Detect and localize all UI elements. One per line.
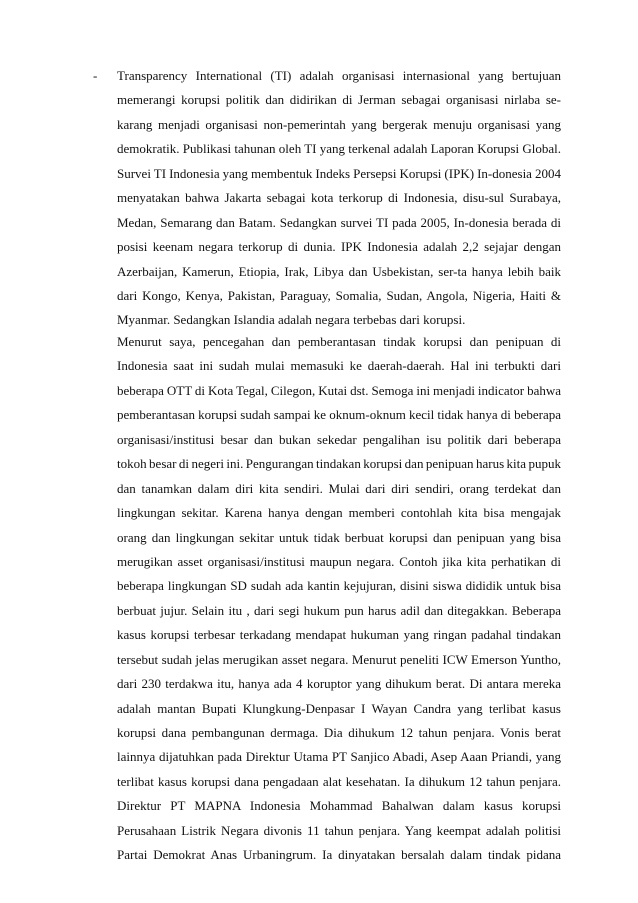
paragraph-opinion <box>117 330 561 868</box>
text-line: adalah mantan Bupati Klungkung-Denpasar I Wayan Candra yang terlibat kasus <box>117 700 561 716</box>
text-line: Indonesia saat ini sudah mulai memasuki ke daerah-daerah. Hal ini terbukti dari <box>117 358 561 374</box>
text-line: berbuat jujur. Selain itu , dari segi hukum pun harus adil dan ditegakkan. Beberapa <box>117 602 561 618</box>
text-line: Survei TI Indonesia yang membentuk Indeks Persepsi Korupsi (IPK) In-donesia 2004 <box>117 165 561 181</box>
text-line: Transparency International (TI) adalah organisasi internasional yang bertujuan <box>117 68 561 83</box>
text-line: demokratik. Publikasi tahunan oleh TI yang terkenal adalah Laporan Korupsi Global. <box>117 141 561 157</box>
bullet-marker: - <box>93 68 98 83</box>
text-line: dan tanamkan dalam diri kita sendiri. Mulai dari diri sendiri, orang terdekat dan <box>117 480 561 496</box>
text-line: Azerbaijan, Kamerun, Etiopia, Irak, Libya dan Usbekistan, ser-ta hanya lebih baik <box>117 263 561 279</box>
text-line: Myanmar. Sedangkan Islandia adalah negara terbebas dari korupsi. <box>117 312 466 328</box>
text-line: memerangi korupsi politik dan didirikan di Jerman sebagai organisasi nirlaba se- <box>117 92 561 108</box>
text-line: organisasi/institusi besar dan bukan sekedar pengalihan isu politik dari beberapa <box>117 431 561 447</box>
text-line: lingkungan sekitar. Karena hanya dengan memberi contohlah kita bisa mengajak <box>117 505 561 521</box>
text-line: karang menjadi organisasi non-pemerintah yang bergerak menuju organisasi yang <box>117 116 561 132</box>
text-line: Direktur PT MAPNA Indonesia Mohammad Bahalwan dalam kasus korupsi <box>117 798 561 814</box>
text-line: merugikan asset organisasi/institusi maupun negara. Contoh jika kita perhatikan di <box>117 553 561 569</box>
text-line: menyatakan bahwa Jakarta sebagai kota terkorup di Indonesia, disu-sul Surabaya, <box>117 190 561 206</box>
text-line: Medan, Semarang dan Batam. Sedangkan survei TI pada 2005, In-donesia berada di <box>117 214 561 230</box>
paragraph-ti <box>117 64 561 333</box>
text-line: tokoh besar di negeri ini. Pengurangan tindakan korupsi dan penipuan harus kita pupuk <box>117 456 561 472</box>
text-line: beberapa OTT di Kota Tegal, Cilegon, Kutai dst. Semoga ini menjadi indicator bahwa <box>117 382 561 398</box>
text-line: dari Kongo, Kenya, Pakistan, Paraguay, Somalia, Sudan, Angola, Nigeria, Haiti & <box>117 287 561 303</box>
text-line: posisi keenam negara terkorup di dunia. IPK Indonesia adalah 2,2 sejajar dengan <box>117 239 561 255</box>
text-line: Menurut saya, pencegahan dan pemberantasan tindak korupsi dan penipuan di <box>117 334 561 349</box>
text-line: Partai Demokrat Anas Urbaningrum. Ia dinyatakan bersalah dalam tindak pidana <box>117 847 561 863</box>
text-line: tersebut sudah jelas merugikan asset negara. Menurut peneliti ICW Emerson Yuntho, <box>117 651 561 667</box>
text-line: orang dan lingkungan sekitar untuk tidak berbuat korupsi dan penipuan yang bisa <box>117 529 561 545</box>
text-line: pemberantasan korupsi sudah sampai ke oknum-oknum kecil tidak hanya di beberapa <box>117 407 561 423</box>
text-line: dari 230 terdakwa itu, hanya ada 4 koruptor yang dihukum berat. Di antara mereka <box>117 676 561 692</box>
text-line: kasus korupsi terbesar terkadang mendapat hukuman yang ringan padahal tindakan <box>117 627 561 643</box>
text-line: korupsi dana pembangunan dermaga. Dia dihukum 12 tahun penjara. Vonis berat <box>117 725 561 740</box>
text-line: terlibat kasus korupsi dana pengadaan alat kesehatan. Ia dihukum 12 tahun penjara. <box>117 773 561 789</box>
text-line: lainnya dijatuhkan pada Direktur Utama PT Sanjico Abadi, Asep Aaan Priandi, yang <box>117 749 561 765</box>
text-line: beberapa lingkungan SD sudah ada kantin kejujuran, disini siswa dididik untuk bisa <box>117 578 561 594</box>
text-line: Perusahaan Listrik Negara divonis 11 tahun penjara. Yang keempat adalah politisi <box>117 822 561 838</box>
